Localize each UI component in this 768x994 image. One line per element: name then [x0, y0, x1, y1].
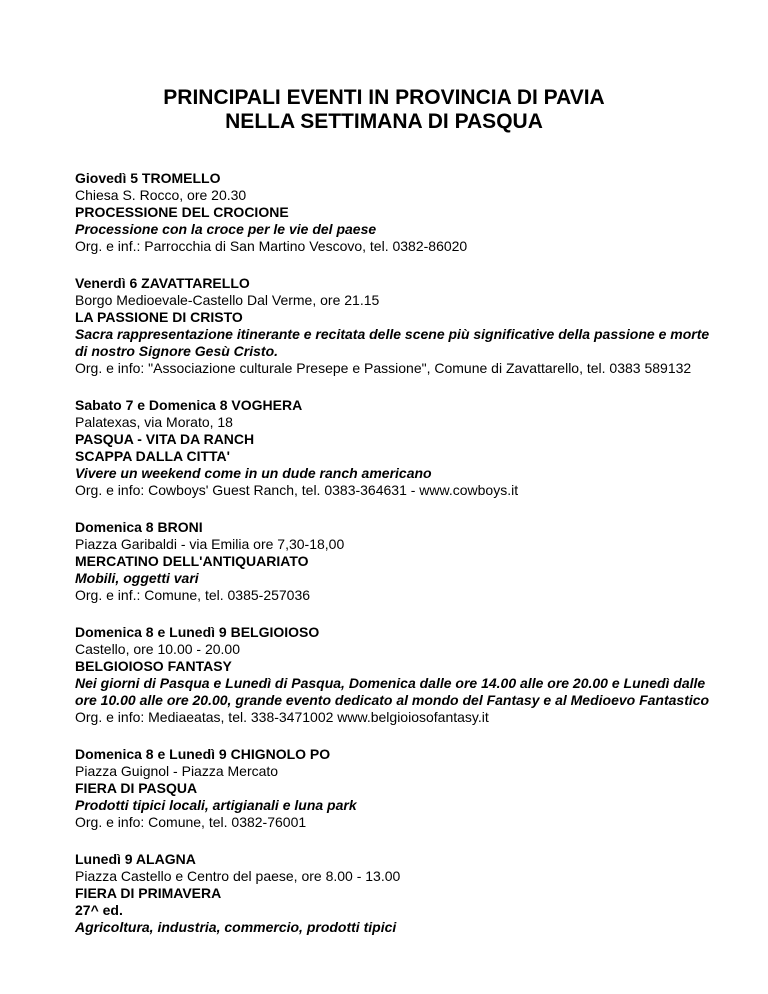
event-chignolo-po [75, 746, 715, 831]
event-description: Nei giorni di Pasqua e Lunedì di Pasqua, Domenica dalle ore 14.00 alle ore 20.00 e Lunedì dalle ore 10.00 alle ore 20.00, grande evento dedicato al mondo del Fantasy e al Medioevo Fantastico [75, 675, 710, 708]
event-location: Piazza Garibaldi - via Emilia ore 7,30-18,00 [75, 536, 345, 552]
event-location: Piazza Guignol - Piazza Mercato [75, 763, 279, 779]
event-heading: Lunedì 9 ALAGNA [75, 851, 196, 867]
event-description: Agricoltura, industria, commercio, prodotti tipici [75, 919, 397, 935]
event-name-secondary: 27^ ed. [75, 902, 123, 918]
event-location: Borgo Medioevale-Castello Dal Verme, ore 21.15 [75, 292, 380, 308]
event-info: Org. e inf.: Comune, tel. 0385-257036 [75, 587, 311, 603]
event-name: FIERA DI PRIMAVERA [75, 885, 222, 901]
event-info: Org. e info: Mediaeatas, tel. 338-3471002 www.belgioiosofantasy.it [75, 709, 489, 725]
event-description: Processione con la croce per le vie del paese [75, 221, 377, 237]
event-heading: Venerdì 6 ZAVATTARELLO [75, 275, 250, 291]
event-location: Chiesa S. Rocco, ore 20.30 [75, 187, 247, 203]
event-info: Org. e info: Comune, tel. 0382-76001 [75, 814, 307, 830]
event-name: FIERA DI PASQUA [75, 780, 198, 796]
event-list [75, 170, 715, 956]
event-description: Prodotti tipici locali, artigianali e luna park [75, 797, 357, 813]
event-belgioioso [75, 624, 715, 726]
event-heading: Sabato 7 e Domenica 8 VOGHERA [75, 397, 303, 413]
event-broni [75, 519, 715, 604]
event-name: MERCATINO DELL'ANTIQUARIATO [75, 553, 309, 569]
event-info: Org. e inf.: Parrocchia di San Martino Vescovo, tel. 0382-86020 [75, 238, 468, 254]
event-description: Mobili, oggetti vari [75, 570, 199, 586]
title-line-2: NELLA SETTIMANA DI PASQUA [225, 110, 543, 133]
event-name: BELGIOIOSO FANTASY [75, 658, 232, 674]
event-heading: Domenica 8 e Lunedì 9 CHIGNOLO PO [75, 746, 331, 762]
event-name: LA PASSIONE DI CRISTO [75, 309, 243, 325]
event-heading: Giovedì 5 TROMELLO [75, 170, 221, 186]
event-name: PROCESSIONE DEL CROCIONE [75, 204, 289, 220]
event-description: Vivere un weekend come in un dude ranch americano [75, 465, 432, 481]
event-location: Castello, ore 10.00 - 20.00 [75, 641, 240, 657]
event-voghera [75, 397, 715, 499]
event-info: Org. e info: "Associazione culturale Presepe e Passione", Comune di Zavattarello, tel. 0383 589132 [75, 360, 692, 376]
title-line-1: PRINCIPALI EVENTI IN PROVINCIA DI PAVIA [163, 86, 605, 109]
event-name-secondary: SCAPPA DALLA CITTA' [75, 448, 230, 464]
event-location: Palatexas, via Morato, 18 [75, 414, 233, 430]
event-description: Sacra rappresentazione itinerante e recitata delle scene più significative della passione e morte di nostro Signore Gesù Cristo. [75, 326, 710, 359]
event-heading: Domenica 8 e Lunedì 9 BELGIOIOSO [75, 624, 320, 640]
event-location: Piazza Castello e Centro del paese, ore 8.00 - 13.00 [75, 868, 401, 884]
event-heading: Domenica 8 BRONI [75, 519, 203, 535]
event-tromello [75, 170, 715, 255]
event-name: PASQUA - VITA DA RANCH [75, 431, 255, 447]
event-zavattarello [75, 275, 715, 377]
event-info: Org. e info: Cowboys' Guest Ranch, tel. 0383-364631 - www.cowboys.it [75, 482, 519, 498]
document-title [0, 86, 768, 134]
event-alagna [75, 851, 715, 936]
